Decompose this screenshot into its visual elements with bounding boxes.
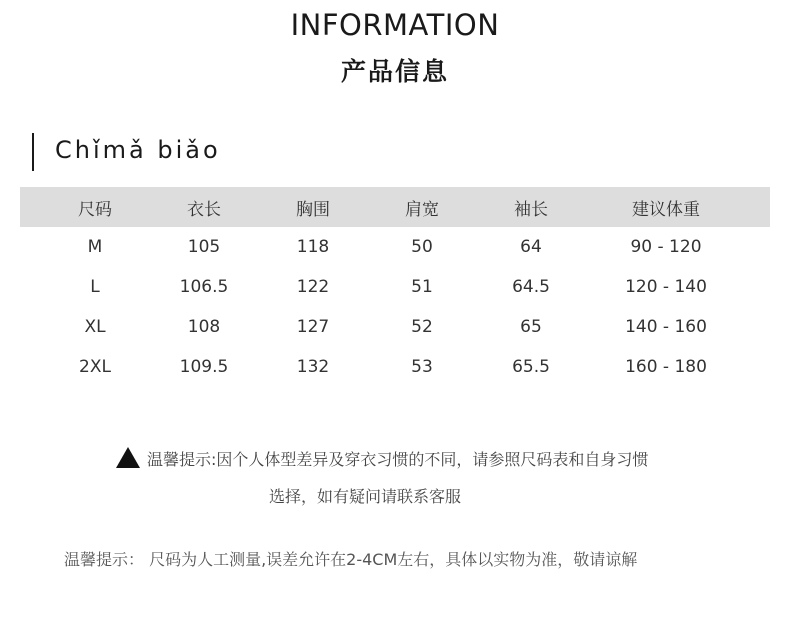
table-cell: 105 bbox=[187, 237, 221, 257]
table-cell: 52 bbox=[411, 317, 433, 337]
table-cell: 109.5 bbox=[179, 357, 229, 377]
header-weight: 建议体重 bbox=[632, 199, 700, 220]
table-cell: 106.5 bbox=[179, 277, 229, 297]
table-cell: 50 bbox=[411, 237, 433, 257]
size-notice-line1 bbox=[116, 447, 648, 470]
table-header-row bbox=[20, 187, 770, 227]
table-cell: 160 - 180 bbox=[625, 357, 707, 377]
table-row bbox=[20, 227, 770, 267]
table-cell: 122 bbox=[296, 277, 330, 297]
title-chinese: 产品信息 bbox=[340, 57, 449, 86]
table-cell: 51 bbox=[411, 277, 433, 297]
table-row bbox=[20, 267, 770, 307]
title-english: INFORMATION bbox=[290, 8, 500, 42]
table-cell: 120 - 140 bbox=[625, 277, 707, 297]
size-notice-text: 温馨提示:因个人体型差异及穿衣习惯的不同，请参照尺码表和自身习惯 bbox=[147, 450, 649, 469]
table-cell: 65 bbox=[520, 317, 542, 337]
header-shoulder: 肩宽 bbox=[405, 199, 439, 220]
table-cell: 64 bbox=[520, 237, 542, 257]
table-cell: 64.5 bbox=[512, 277, 550, 297]
size-notice-line2: 选择，如有疑问请联系客服 bbox=[268, 487, 461, 506]
table-cell: 53 bbox=[411, 357, 433, 377]
warning-triangle-icon bbox=[116, 447, 140, 468]
table-cell: 108 bbox=[187, 317, 221, 337]
section-divider-bar bbox=[32, 133, 34, 171]
table-cell: M bbox=[87, 237, 103, 257]
table-cell: 132 bbox=[296, 357, 330, 377]
size-table bbox=[20, 187, 770, 387]
table-cell: L bbox=[90, 277, 100, 297]
table-cell: 140 - 160 bbox=[625, 317, 707, 337]
table-cell: XL bbox=[84, 317, 106, 337]
table-row bbox=[20, 347, 770, 387]
measurement-disclaimer: 温馨提示： 尺码为人工测量,误差允许在2-4CM左右，具体以实物为准，敬请谅解 bbox=[64, 550, 638, 569]
header-size: 尺码 bbox=[78, 199, 112, 220]
table-cell: 118 bbox=[296, 237, 330, 257]
table-cell: 127 bbox=[296, 317, 330, 337]
section-title: Chǐmǎ biǎo bbox=[55, 136, 221, 164]
header-length: 衣长 bbox=[187, 199, 221, 220]
header-chest: 胸围 bbox=[296, 199, 330, 220]
table-cell: 90 - 120 bbox=[630, 237, 702, 257]
table-row bbox=[20, 307, 770, 347]
table-cell: 2XL bbox=[79, 357, 111, 377]
header-sleeve: 袖长 bbox=[514, 199, 548, 220]
table-cell: 65.5 bbox=[512, 357, 550, 377]
